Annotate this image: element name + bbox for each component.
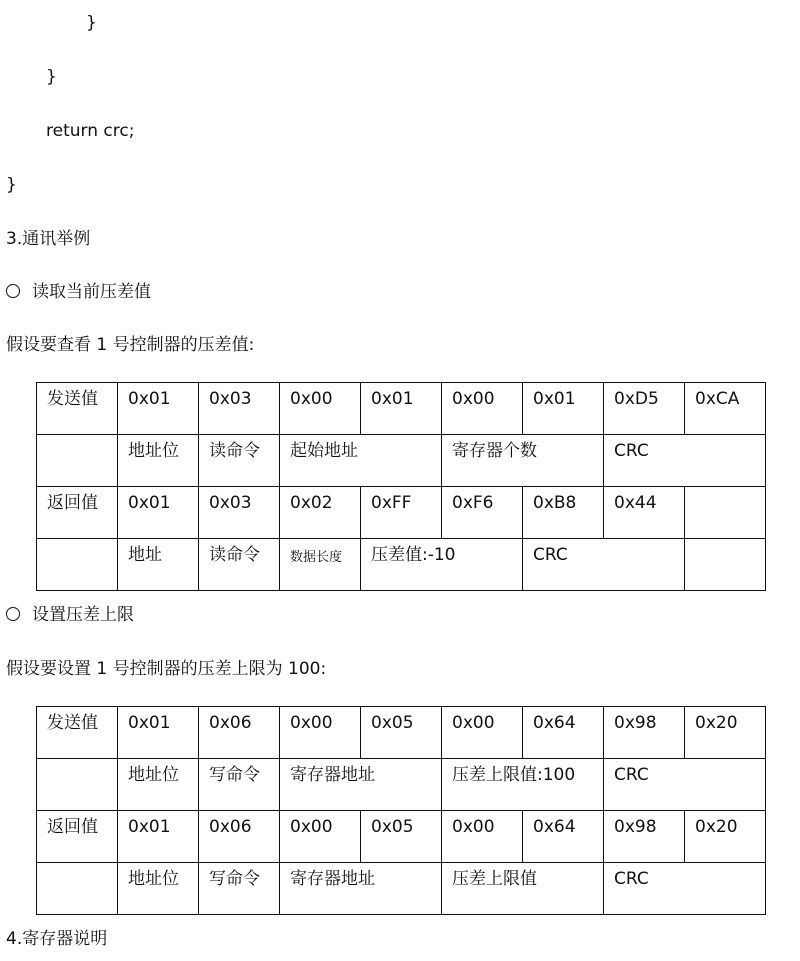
section-4-heading: 4.寄存器说明 (6, 929, 108, 949)
table-cell: 0xCA (685, 383, 766, 435)
table-cell: 地址位 (118, 863, 199, 915)
table-cell: 写命令 (199, 863, 280, 915)
bullet-item-set-limit (6, 604, 134, 626)
table-cell: 0x03 (199, 487, 280, 539)
table-cell: CRC (604, 435, 766, 487)
item-title: 设置压差上限 (32, 605, 134, 625)
table-cell: 0xF6 (442, 487, 523, 539)
table-cell: 0x64 (523, 707, 604, 759)
code-closing-brace: } (86, 13, 97, 33)
table-cell: 发送值 (37, 707, 118, 759)
table-cell: 寄存器地址 (280, 759, 442, 811)
table-row (37, 759, 766, 811)
table-cell: 写命令 (199, 759, 280, 811)
table-cell: CRC (604, 759, 766, 811)
table-cell: 0x00 (442, 811, 523, 863)
table-cell: 0x00 (442, 707, 523, 759)
table-cell: 0x01 (523, 383, 604, 435)
table-cell: 0x00 (280, 811, 361, 863)
section-3-heading: 3.通讯举例 (6, 229, 91, 249)
table-cell: 0x00 (442, 383, 523, 435)
table-cell: 0x64 (523, 811, 604, 863)
table-cell: 0x01 (118, 707, 199, 759)
table-cell: 0x06 (199, 707, 280, 759)
table-cell: 0x05 (361, 707, 442, 759)
table-row (37, 539, 766, 591)
table-cell: 返回值 (37, 811, 118, 863)
table-cell: 0x01 (361, 383, 442, 435)
table-cell (685, 539, 766, 591)
code-closing-brace: } (46, 67, 57, 87)
code-return-line: return crc; (46, 121, 135, 141)
table-cell: 寄存器地址 (280, 863, 442, 915)
table-row (37, 811, 766, 863)
table-cell: 地址 (118, 539, 199, 591)
table-cell: 0x00 (280, 707, 361, 759)
table-cell: 0x01 (118, 487, 199, 539)
table-cell (37, 863, 118, 915)
table-row (37, 487, 766, 539)
table-cell (37, 435, 118, 487)
table-cell: 0x02 (280, 487, 361, 539)
table-cell (37, 759, 118, 811)
table-cell (685, 487, 766, 539)
table-cell: 0xB8 (523, 487, 604, 539)
table-row (37, 863, 766, 915)
table-row (37, 435, 766, 487)
table-cell: 0xFF (361, 487, 442, 539)
table-cell: 0xD5 (604, 383, 685, 435)
bullet-item-read (6, 281, 151, 303)
table-cell: 0x98 (604, 707, 685, 759)
item-title: 读取当前压差值 (32, 282, 151, 302)
circle-bullet-icon (6, 607, 20, 621)
table-cell: 0x20 (685, 811, 766, 863)
table-row (37, 383, 766, 435)
table-cell: 0x44 (604, 487, 685, 539)
example-intro: 假设要查看 1 号控制器的压差值: (6, 335, 255, 355)
table-cell: 压差值:-10 (361, 539, 523, 591)
table-cell: 0x03 (199, 383, 280, 435)
table-cell: 0x05 (361, 811, 442, 863)
table-cell: 寄存器个数 (442, 435, 604, 487)
table-cell: 读命令 (199, 435, 280, 487)
table-cell: 0x01 (118, 383, 199, 435)
circle-bullet-icon (6, 284, 20, 298)
table-cell: 0x00 (280, 383, 361, 435)
code-closing-brace: } (6, 175, 17, 195)
table-cell: 0x06 (199, 811, 280, 863)
table-cell: 0x98 (604, 811, 685, 863)
write-example-table (36, 706, 766, 915)
table-cell: 0x01 (118, 811, 199, 863)
table-row (37, 707, 766, 759)
table-cell: 压差上限值:100 (442, 759, 604, 811)
table-cell: CRC (604, 863, 766, 915)
table-cell: CRC (523, 539, 685, 591)
table-cell: 0x20 (685, 707, 766, 759)
table-cell: 返回值 (37, 487, 118, 539)
table-cell (37, 539, 118, 591)
table-cell: 读命令 (199, 539, 280, 591)
read-example-table (36, 382, 766, 591)
table-cell: 地址位 (118, 435, 199, 487)
table-cell: 起始地址 (280, 435, 442, 487)
table-cell: 数据长度 (280, 539, 361, 591)
table-cell: 地址位 (118, 759, 199, 811)
table-cell: 发送值 (37, 383, 118, 435)
table-cell: 压差上限值 (442, 863, 604, 915)
example-intro: 假设要设置 1 号控制器的压差上限为 100: (6, 659, 327, 679)
